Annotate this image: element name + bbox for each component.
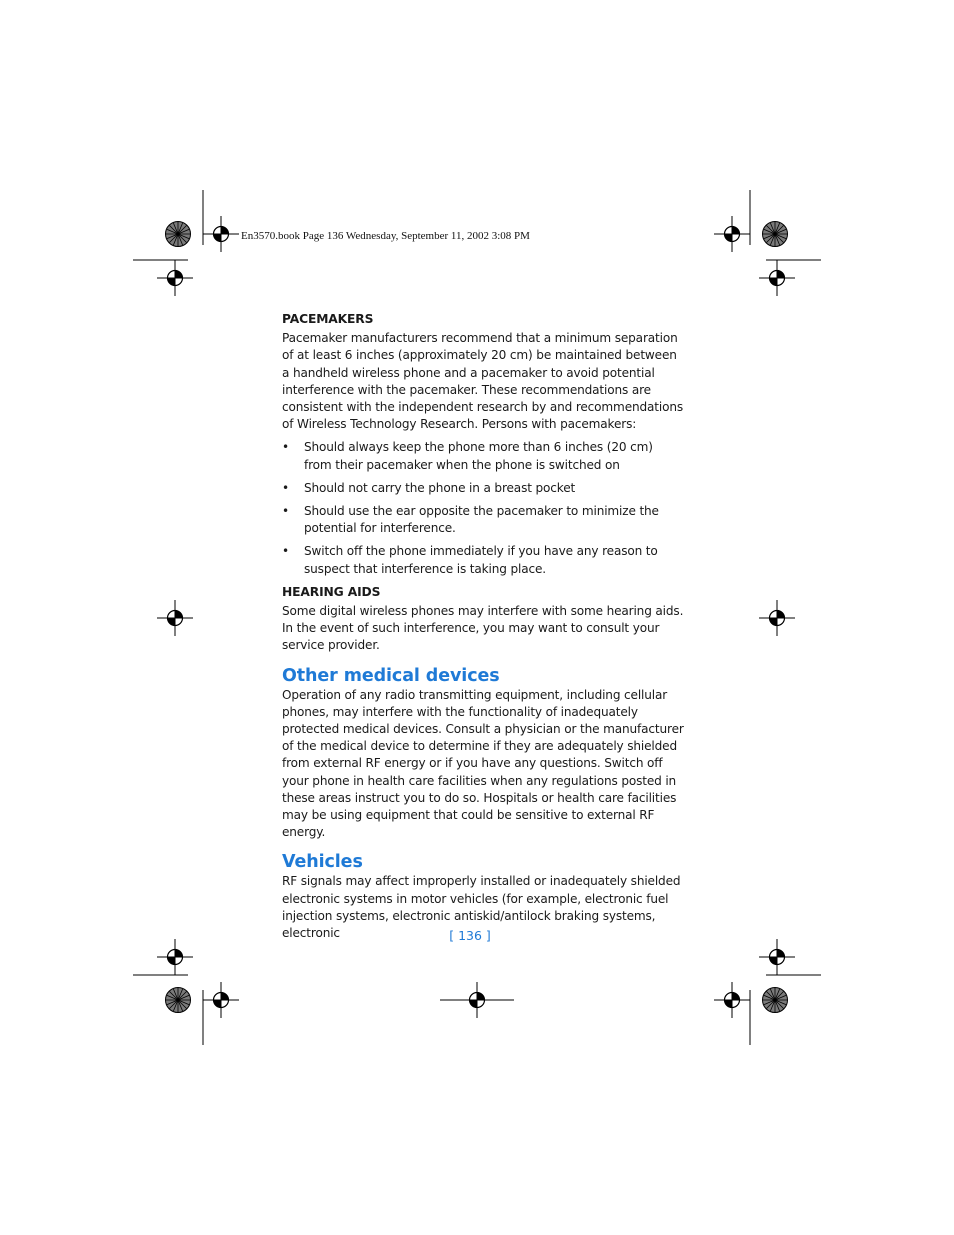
- pacemakers-heading: PACEMAKERS: [282, 312, 374, 326]
- list-item-text: Should use the ear opposite the pacemaker to minimize the potential for interference.: [304, 504, 659, 536]
- vehicles-heading: Vehicles: [282, 852, 363, 873]
- list-item-text: Should always keep the phone more than 6 inches (20 cm) from their pacemaker when the phone is switched on: [304, 440, 653, 472]
- middle-left-mark: [157, 600, 193, 636]
- top-right-marks: [714, 190, 821, 296]
- middle-right-mark: [759, 600, 795, 636]
- vehicles-text: RF signals may affect improperly installed or inadequately shielded electronic systems in motor vehicles (for example, electronic fuel injection systems, electronic antiskid/antilock braking systems, electronic: [282, 874, 681, 941]
- pacemakers-list: [282, 439, 684, 577]
- page-number: [ 136 ]: [449, 928, 491, 943]
- page-content: [282, 308, 684, 948]
- bottom-left-marks: [133, 939, 239, 1045]
- print-header: En3570.book Page 136 Wednesday, September 11, 2002 3:08 PM: [241, 230, 530, 242]
- other-medical-devices-text: Operation of any radio transmitting equipment, including cellular phones, may interfere with the functionality of inadequately protected medical devices. Consult a physician or the manufacturer of the medical device to determine if they are adequately shielded from external RF energy or if you have any questions. Switch off your phone in health care facilities when any regulations posted in these areas instruct you to do so. Hospitals or health care facilities may be using equipment that could be sensitive to external RF energy.: [282, 687, 684, 840]
- list-item: [282, 480, 684, 497]
- bullet-icon: •: [282, 544, 289, 559]
- list-item: [282, 543, 684, 577]
- bullet-icon: •: [282, 440, 289, 455]
- bullet-icon: •: [282, 480, 289, 495]
- list-item: [282, 503, 684, 537]
- bottom-right-marks: [714, 939, 821, 1045]
- pacemakers-intro: Pacemaker manufacturers recommend that a minimum separation of at least 6 inches (approximately 20 cm) be maintained between a handheld wireless phone and a pacemaker to avoid potential interference with the pacemaker. These recommendations are consistent with the independent research by and recommendations of Wireless Technology Research. Persons with pacemakers:: [282, 331, 683, 432]
- list-item-text: Should not carry the phone in a breast pocket: [304, 480, 576, 495]
- hearing-aids-heading: HEARING AIDS: [282, 584, 381, 599]
- bottom-center-mark: [440, 982, 514, 1018]
- other-medical-devices-heading: Other medical devices: [282, 665, 500, 686]
- top-left-marks: [133, 190, 239, 296]
- list-item-text: Switch off the phone immediately if you have any reason to suspect that interference is taking place.: [304, 544, 658, 576]
- hearing-aids-text: Some digital wireless phones may interfere with some hearing aids. In the event of such interference, you may want to consult your service provider.: [282, 604, 684, 653]
- bullet-icon: •: [282, 504, 289, 519]
- list-item: [282, 439, 684, 473]
